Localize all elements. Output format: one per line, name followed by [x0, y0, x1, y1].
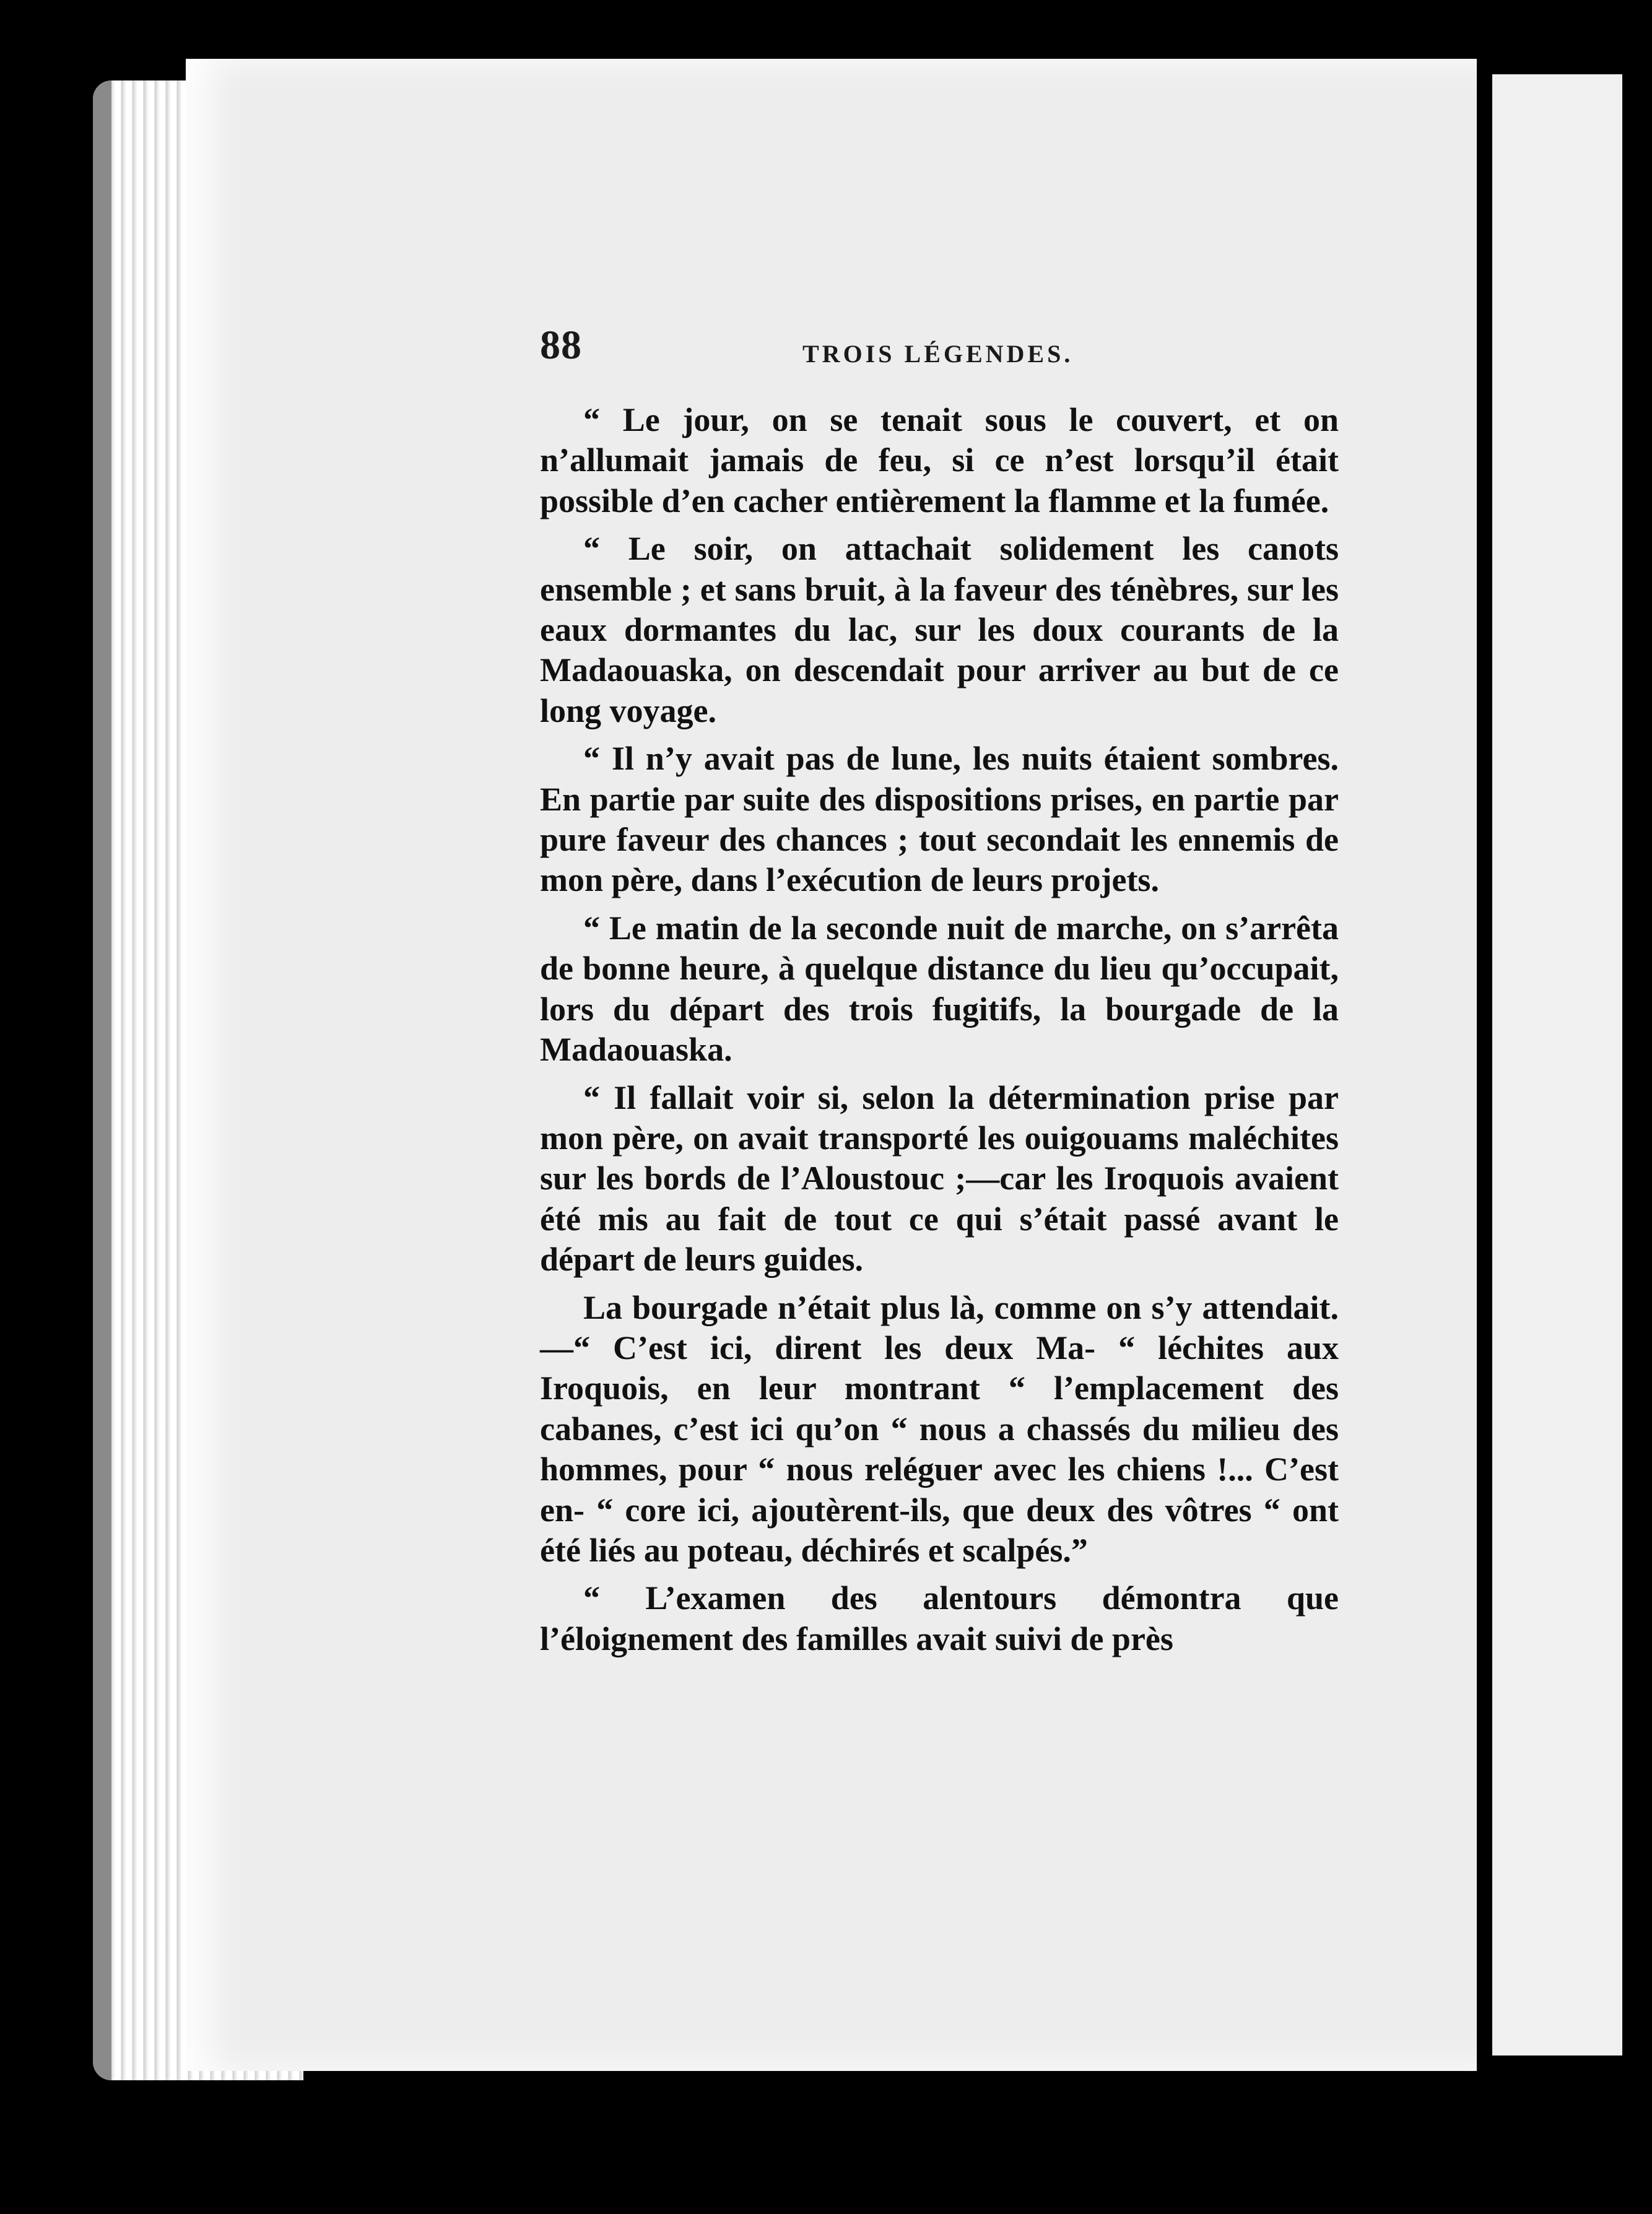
paragraph: “ Il fallait voir si, selon la détermination prise par mon père, on avait transporté les ouigouams maléchites sur les bords de l’Aloustouc ;—car les Iroquois avaient été mis au fait de tout ce qui s’était passé avant le départ de leurs guides.: [540, 1079, 1339, 1278]
facing-page-edge: [1492, 74, 1622, 2056]
body-text: [540, 400, 1339, 1667]
book-spine-shadow: [93, 80, 111, 2080]
paragraph: “ Le soir, on attachait solidement les canots ensemble ; et sans bruit, à la faveur des ténèbres, sur les eaux dormantes du lac, sur les doux courants de la Madaouaska, on descendait pour arriver au but de ce long voyage.: [540, 530, 1339, 729]
page-gutter: [1477, 37, 1490, 2105]
paragraph: “ L’examen des alentours démontra que l’éloignement des familles avait suivi de près: [540, 1579, 1339, 1657]
page-number: 88: [540, 323, 582, 368]
paragraph: “ Il n’y avait pas de lune, les nuits étaient sombres. En partie par suite des dispositions prises, en partie par pure faveur des chances ; tout secondait les ennemis de mon père, dans l’exécution de leurs projets.: [540, 740, 1339, 899]
paragraph: La bourgade n’était plus là, comme on s’y attendait.—“ C’est ici, dirent les deux Ma- “ léchites aux Iroquois, en leur montrant “ l’emplacement des cabanes, c’est ici qu’on “ nous a chassés du milieu des hommes, pour “ nous reléguer avec les chiens !... C’est en- “ core ici, ajoutèrent-ils, que deux des vôtres “ ont été liés au poteau, déchirés et scalpés.”: [540, 1288, 1339, 1569]
paragraph: “ Le jour, on se tenait sous le couvert, et on n’allumait jamais de feu, si ce n’est lorsqu’il était possible d’en cacher entièrement la flamme et la fumée.: [540, 401, 1339, 519]
running-title: TROIS LÉGENDES.: [802, 340, 1074, 368]
paragraph: “ Le matin de la seconde nuit de marche, on s’arrêta de bonne heure, à quelque distance du lieu qu’occupait, lors du départ des trois fugitifs, la bourgade de la Madaouaska.: [540, 909, 1339, 1069]
